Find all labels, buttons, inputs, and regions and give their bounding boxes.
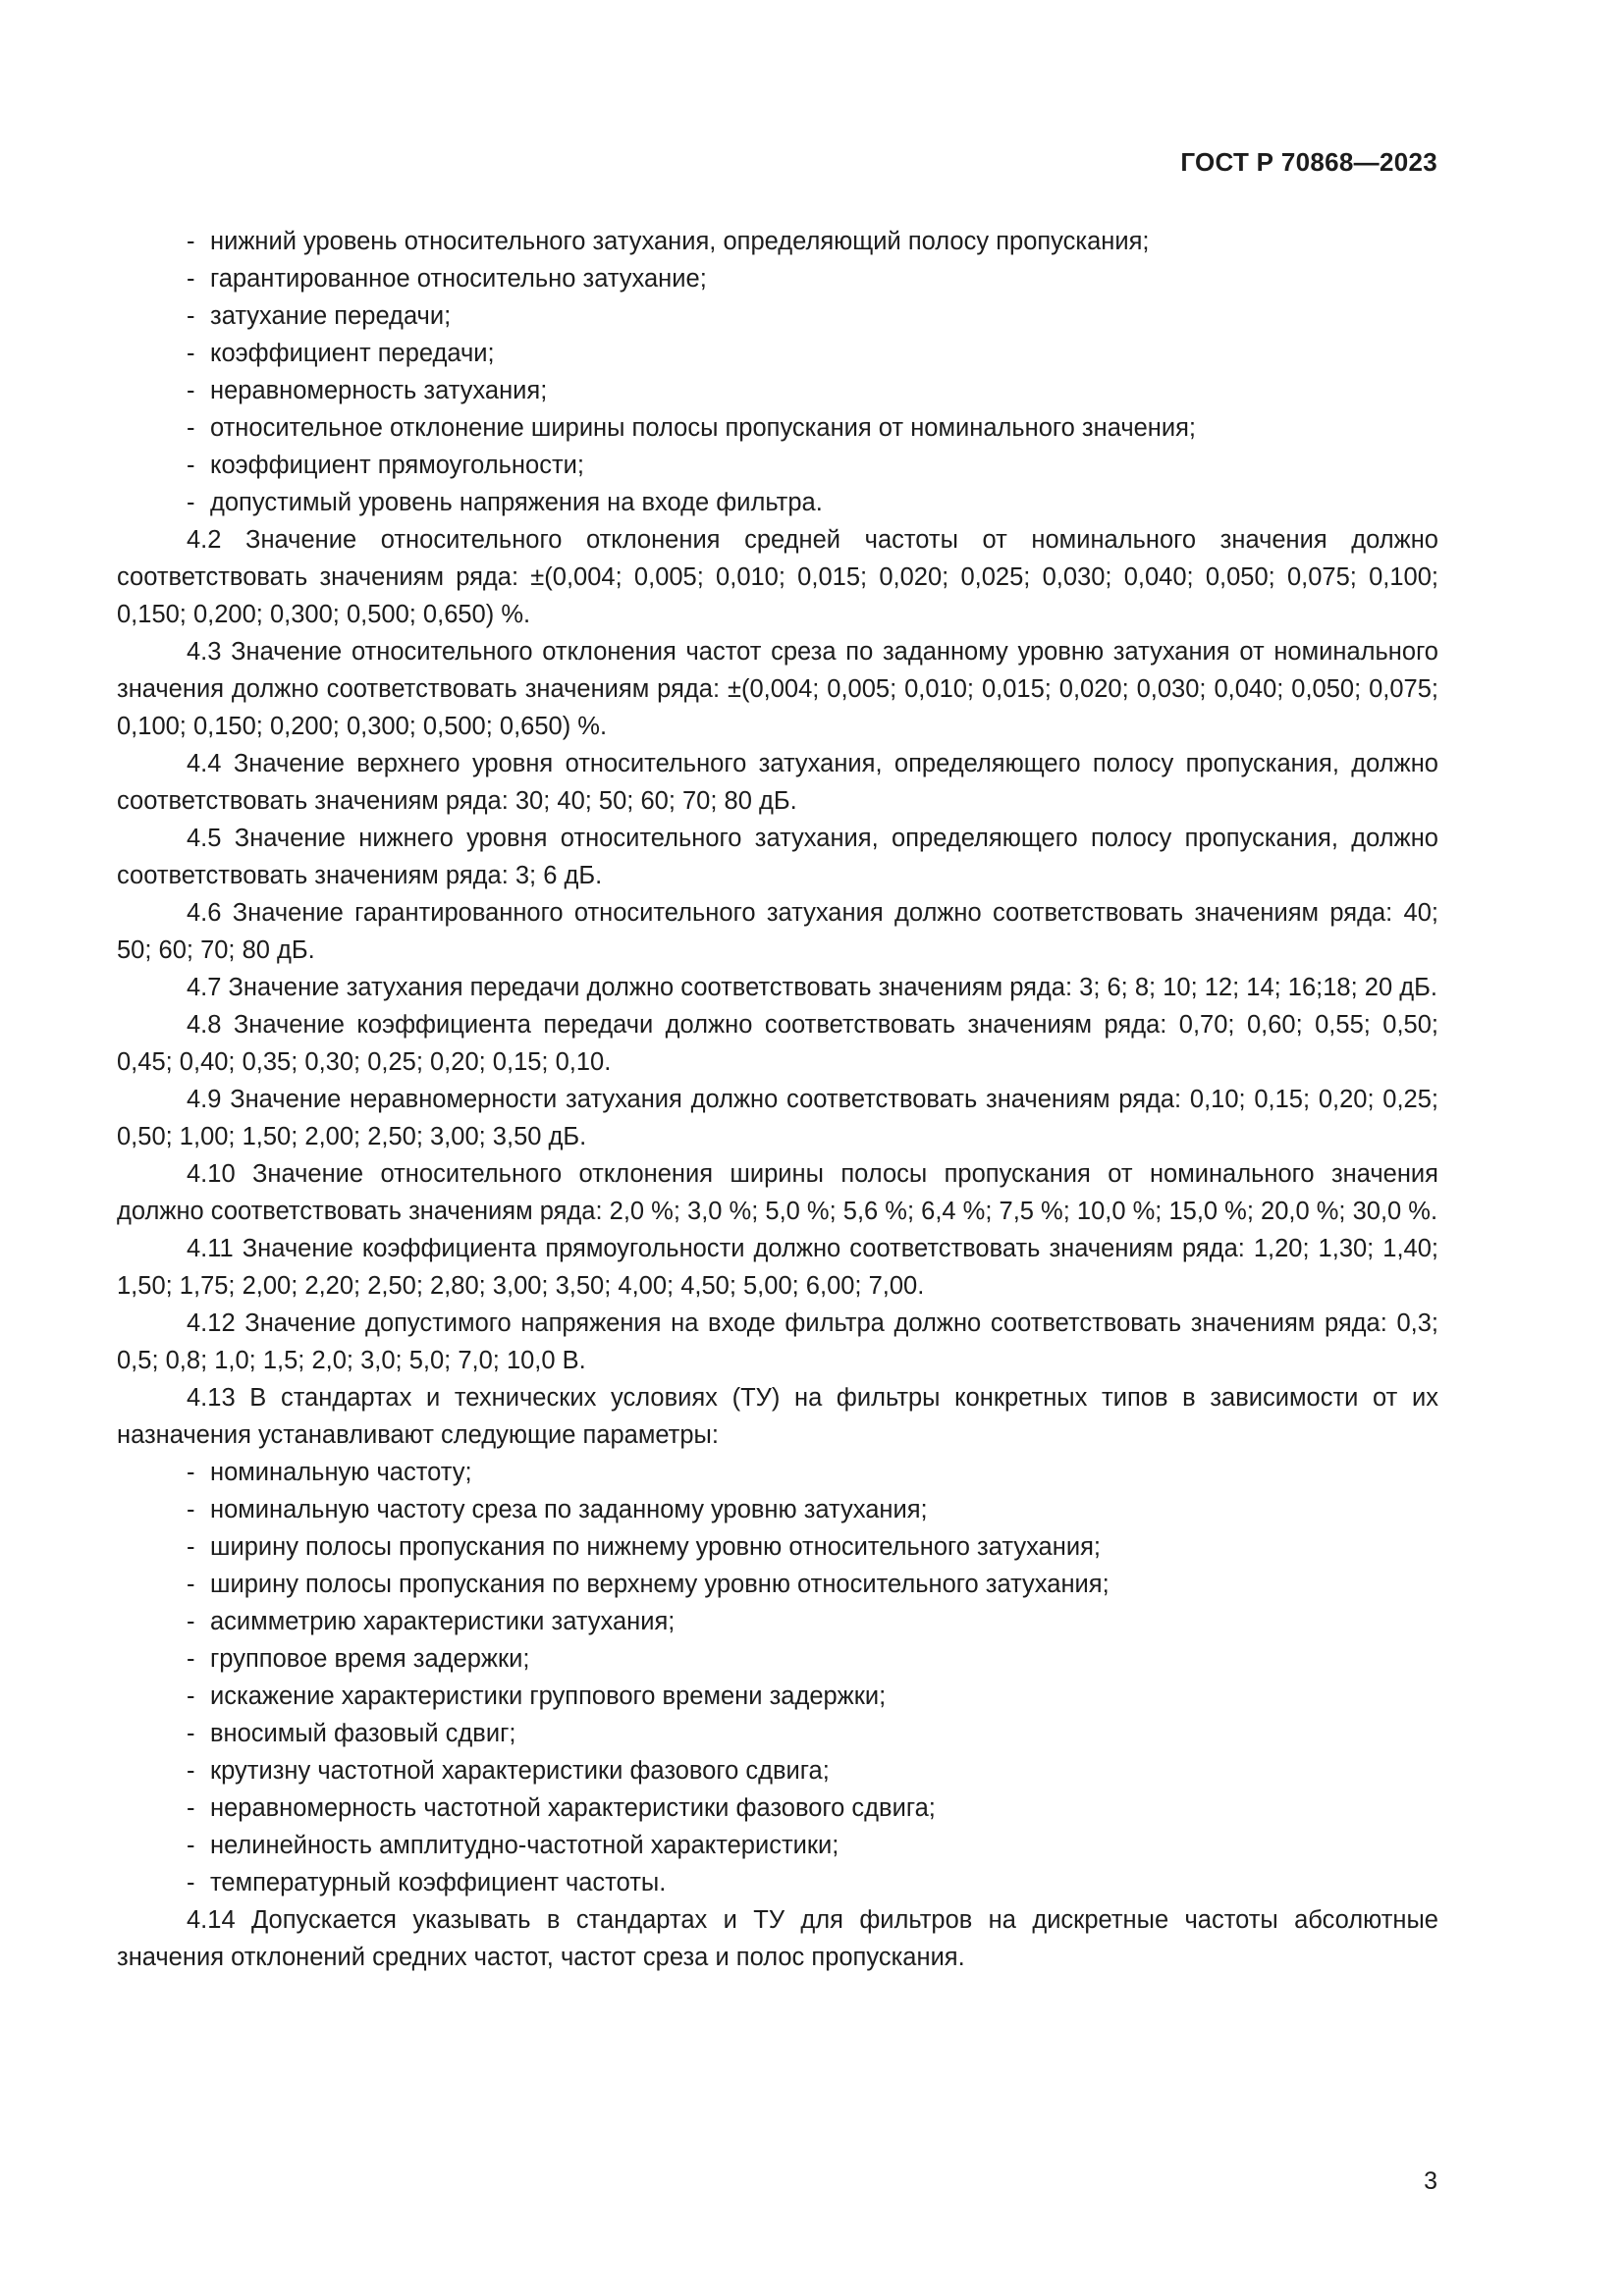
list-item: - допустимый уровень напряжения на входе фильтра. — [117, 484, 1438, 521]
list-item: - ширину полосы пропускания по нижнему уровню относительного затухания; — [117, 1528, 1438, 1566]
clause-4-9: 4.9 Значение неравномерности затухания должно соответствовать значениям ряда: 0,10; 0,15; 0,20; 0,25; 0,50; 1,00; 1,50; 2,00; 2,50; 3,00; 3,50 дБ. — [117, 1086, 1438, 1150]
clause-4-5: 4.5 Значение нижнего уровня относительного затухания, определяющего полосу пропускания, должно соответствовать значениям ряда: 3; 6 дБ. — [117, 825, 1438, 889]
page-number: 3 — [1424, 2167, 1437, 2195]
clause-4-3: 4.3 Значение относительного отклонения частот среза по заданному уровню затухания от номинального значения должно соответствовать значениям ряда: ±(0,004; 0,005; 0,010; 0,015; 0,020; 0,030; 0,040; 0,050; 0,075; 0,100; 0,150; 0,200; 0,300; 0,500; 0,650) %. — [117, 638, 1438, 740]
list-item: - коэффициент прямоугольности; — [117, 447, 1438, 484]
list-item: - относительное отклонение ширины полосы пропускания от номинального значения; — [117, 409, 1438, 447]
clause-4-8: 4.8 Значение коэффициента передачи должно соответствовать значениям ряда: 0,70; 0,60; 0,55; 0,50; 0,45; 0,40; 0,35; 0,30; 0,25; 0,20; 0,15; 0,10. — [117, 1011, 1438, 1076]
clause-4-10: 4.10 Значение относительного отклонения ширины полосы пропускания от номинального значения должно соответствовать значениям ряда: 2,0 %; 3,0 %; 5,0 %; 5,6 %; 6,4 %; 7,5 %; 10,0 %; 15,0 %; 20,0 %; 30,0 %. — [117, 1160, 1438, 1225]
list-item: - искажение характеристики группового времени задержки; — [117, 1678, 1438, 1715]
list-item: - номинальную частоту; — [117, 1454, 1438, 1491]
clause-4-11: 4.11 Значение коэффициента прямоугольности должно соответствовать значениям ряда: 1,20; 1,30; 1,40; 1,50; 1,75; 2,00; 2,20; 2,50; 2,80; 3,00; 3,50; 4,00; 4,50; 5,00; 6,00; 7,00. — [117, 1235, 1438, 1300]
document-header: ГОСТ Р 70868—2023 — [1180, 147, 1437, 177]
clause-4-4: 4.4 Значение верхнего уровня относительного затухания, определяющего полосу пропускания, должно соответствовать значениям ряда: 30; 40; 50; 60; 70; 80 дБ. — [117, 750, 1438, 815]
clause-4-7: 4.7 Значение затухания передачи должно соответствовать значениям ряда: 3; 6; 8; 10; 12; 14; 16;18; 20 дБ. — [187, 974, 1437, 1001]
list-item: - крутизну частотной характеристики фазового сдвига; — [117, 1752, 1438, 1789]
clause-4-6: 4.6 Значение гарантированного относительного затухания должно соответствовать значениям ряда: 40; 50; 60; 70; 80 дБ. — [117, 899, 1438, 964]
clause-4-14: 4.14 Допускается указывать в стандартах и ТУ для фильтров на дискретные частоты абсолютные значения отклонений средних частот, частот среза и полос пропускания. — [117, 1906, 1438, 1971]
list-item: - гарантированное относительно затухание; — [117, 260, 1438, 297]
list-item: - номинальную частоту среза по заданному уровню затухания; — [117, 1491, 1438, 1528]
list-item: - затухание передачи; — [117, 297, 1438, 335]
list-item: - нижний уровень относительного затухания, определяющий полосу пропускания; — [117, 223, 1438, 260]
list-item: - вносимый фазовый сдвиг; — [117, 1715, 1438, 1752]
parameter-list-1 — [117, 223, 1438, 521]
list-item: - асимметрию характеристики затухания; — [117, 1603, 1438, 1640]
clause-4-2: 4.2 Значение относительного отклонения средней частоты от номинального значения должно соответствовать значениям ряда: ±(0,004; 0,005; 0,010; 0,015; 0,020; 0,025; 0,030; 0,040; 0,050; 0,075; 0,100; 0,150; 0,200; 0,300; 0,500; 0,650) %. — [117, 526, 1438, 628]
clause-4-12: 4.12 Значение допустимого напряжения на входе фильтра должно соответствовать значениям ряда: 0,3; 0,5; 0,8; 1,0; 1,5; 2,0; 3,0; 5,0; 7,0; 10,0 В. — [117, 1309, 1438, 1374]
document-body — [117, 223, 1438, 1976]
list-item: - неравномерность затухания; — [117, 372, 1438, 409]
list-item: - групповое время задержки; — [117, 1640, 1438, 1678]
clause-4-13: 4.13 В стандартах и технических условиях (ТУ) на фильтры конкретных типов в зависимости от их назначения устанавливают следующие параметры: — [117, 1384, 1438, 1449]
list-item: - ширину полосы пропускания по верхнему уровню относительного затухания; — [117, 1566, 1438, 1603]
list-item: - нелинейность амплитудно-частотной характеристики; — [117, 1827, 1438, 1864]
parameter-list-2 — [117, 1454, 1438, 1901]
list-item: - неравномерность частотной характеристики фазового сдвига; — [117, 1789, 1438, 1827]
list-item: - коэффициент передачи; — [117, 335, 1438, 372]
list-item: - температурный коэффициент частоты. — [117, 1864, 1438, 1901]
